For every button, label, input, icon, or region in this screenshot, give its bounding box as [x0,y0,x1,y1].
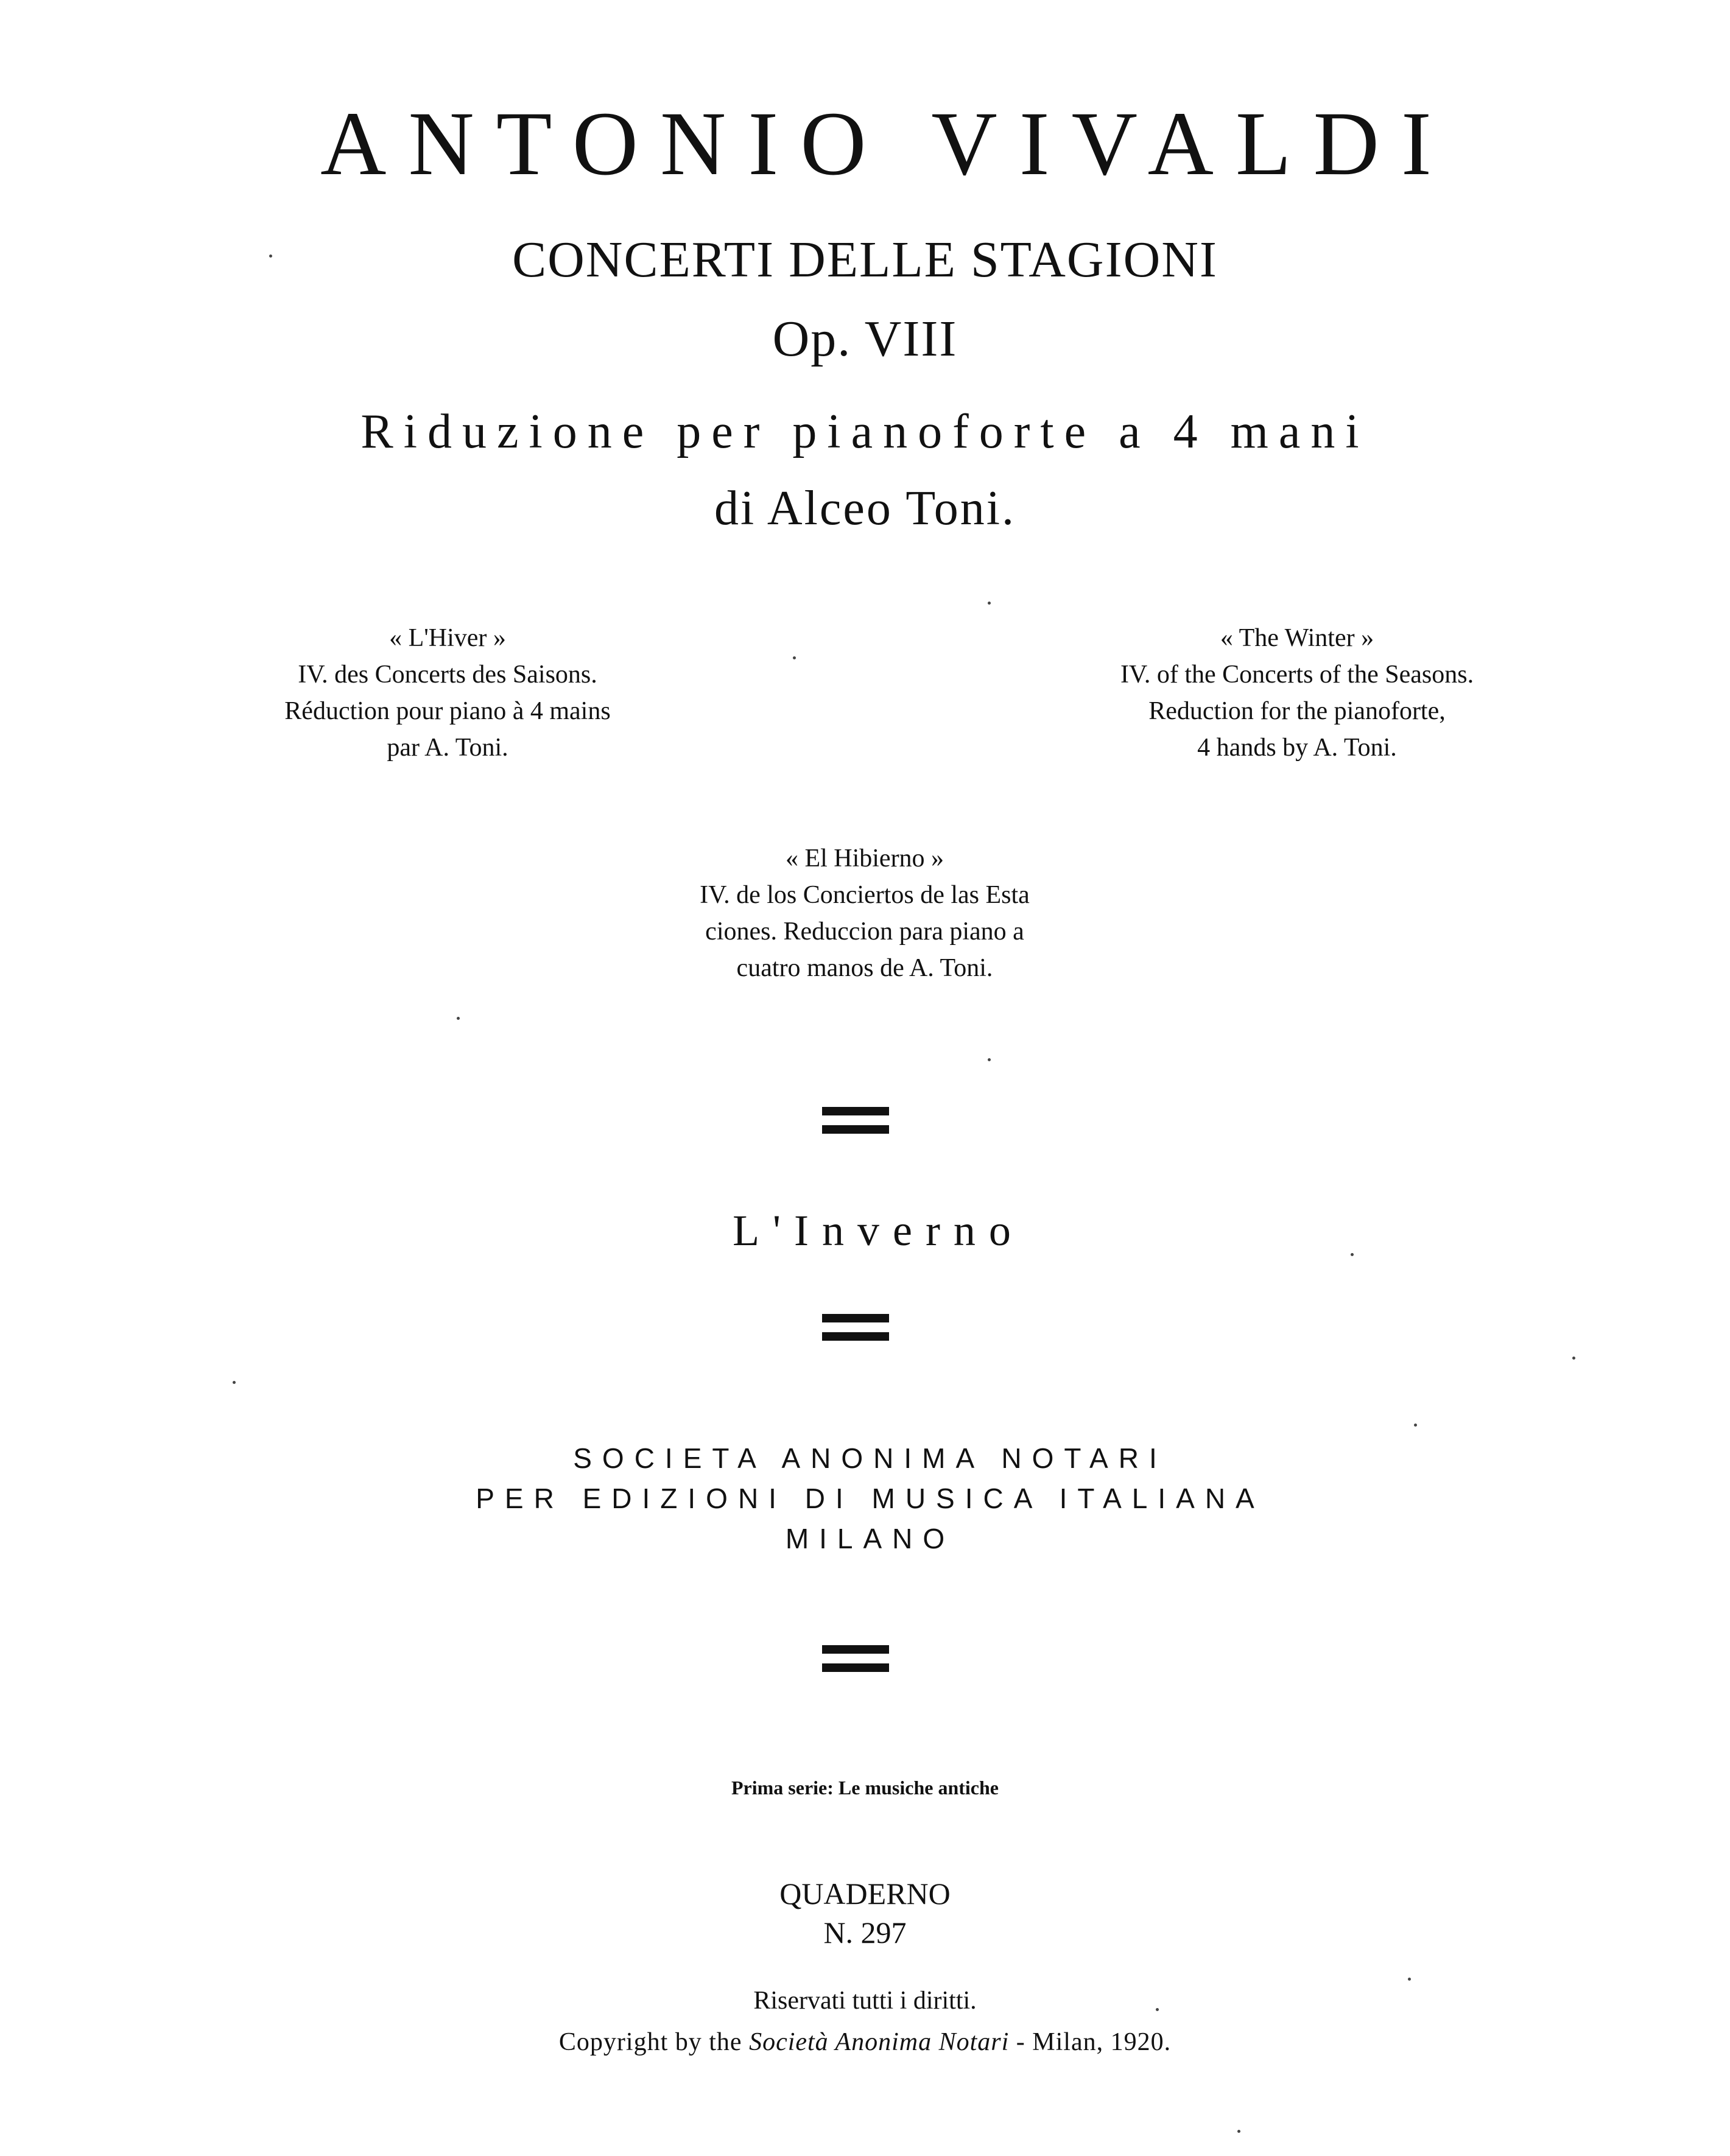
publisher-line-2: PER EDIZIONI DI MUSICA ITALIANA [476,1483,1265,1514]
french-line-3: par A. Toni. [387,734,508,762]
spanish-line-3: cuatro manos de A. Toni. [736,954,993,982]
copyright-company: Società Anonima Notari [749,2028,1010,2056]
spanish-description [585,840,1145,986]
publisher-line-1: SOCIETA ANONIMA NOTARI [573,1442,1167,1474]
rule-bar [822,1332,889,1341]
scan-speck [988,602,991,605]
english-line-1: IV. of the Concerts of the Seasons. [1120,661,1474,689]
rule-bar [822,1314,889,1322]
english-title: « The Winter » [1220,624,1374,652]
french-title: « L'Hiver » [389,624,506,652]
double-rule-divider [822,1645,889,1672]
copyright-notice [0,2028,1730,2057]
quaderno-block [0,1874,1730,1952]
quaderno-label: QUADERNO [779,1877,951,1911]
copyright-prefix: Copyright by the [558,2028,742,2056]
opus-number: Op. VIII [772,311,958,367]
publisher-line-3: MILANO [785,1523,955,1554]
publisher-block [0,1438,1730,1559]
double-rule-divider [822,1314,889,1341]
scan-speck [988,1058,991,1061]
spanish-line-1: IV. de los Conciertos de las Esta [700,881,1030,909]
scan-speck [269,255,272,258]
scan-speck [1408,1978,1411,1981]
spanish-title: « El Hibierno » [785,844,944,873]
french-description [207,620,688,766]
reduction-note: Riduzione per pianoforte a 4 mani [360,405,1370,458]
scan-speck [793,656,796,659]
english-description [999,620,1595,766]
scan-speck [457,1017,460,1020]
arranger-credit: di Alceo Toni. [714,482,1016,535]
scan-speck [1572,1357,1575,1360]
scan-speck [1156,2008,1159,2011]
french-line-1: IV. des Concerts des Saisons. [298,661,597,689]
rule-bar [822,1663,889,1672]
series-note: Prima serie: Le musiche antiche [731,1777,999,1799]
rule-bar [822,1107,889,1115]
work-title: CONCERTI DELLE STAGIONI [512,231,1218,288]
scan-speck [1237,2130,1240,2133]
spanish-line-2: ciones. Reduccion para piano a [705,918,1024,946]
english-line-2: Reduction for the pianoforte, [1148,697,1446,725]
scan-speck [1351,1253,1354,1256]
rights-notice: Riservati tutti i diritti. [753,1987,977,2015]
rule-bar [822,1125,889,1134]
rule-bar [822,1645,889,1654]
double-rule-divider [822,1107,889,1134]
english-line-3: 4 hands by A. Toni. [1197,734,1397,762]
scan-speck [233,1381,236,1384]
movement-title: L'Inverno [733,1206,1024,1255]
scan-speck [1414,1424,1417,1427]
quaderno-number: N. 297 [823,1915,907,1950]
composer-name: ANTONIO VIVALDI [320,93,1454,194]
copyright-suffix: - Milan, 1920. [1016,2028,1172,2056]
french-line-2: Réduction pour piano à 4 mains [284,697,611,725]
